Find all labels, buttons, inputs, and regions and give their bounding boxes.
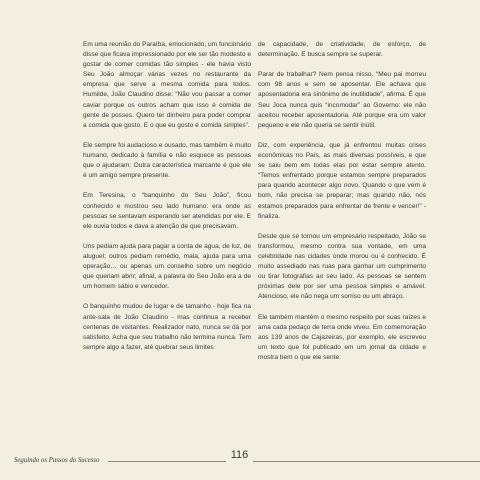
paragraph: Parar de trabalhar? Nem pensa nisso. “Meu pai morreu com 98 anos e sem se aposentar. Ele achava que aposentadoria era sinônimo de inutilidade”, afirma. É que Seu Joca nunca quis “incomodar” ao Governo: ele não aceitou receber aposentadoria. Até porque era um valor pequeno e ele não queria se sentir inútil. bbox=[258, 71, 426, 129]
paragraph: Uns pediam ajuda para pagar a conta de água, de luz, de aluguel; outros pediam remédio, mala, ajuda para uma operação… ou apenas um conselho sobre um negócio que queriam abrir; afinal, a palavra do Seu João era a de um homem sábio e vencedor. bbox=[83, 242, 251, 291]
paragraph: Desde que se tornou um empresário respeitado, João se transformou, mesmo contra sua vontade, em uma celebridade nas cidades onde morou ou é conhecido. É muito assediado nas ruas para ganhar um cumprimento ou tirar fotografias ao seu lado. As pessoas se sentem próximas dele por ser uma pessoa simples e amável. Atencioso, ele não nega um sorriso ou um abraço. bbox=[258, 232, 426, 301]
paragraph: O banquinho mudou de lugar e de tamanho - hoje fica na ante-sala de João Claudino - mas continua a receber centenas de visitantes. Realizador nato, nunca se dá por satisfeito. Acha que seu trabalho não termina nunca. Tem sempre algo a fazer, até quebrar seus limites bbox=[83, 303, 251, 351]
left-text-column bbox=[83, 40, 251, 363]
paragraph: Ele sempre foi audacioso e ousado, mas também é muito humano, dedicado à família e não esquece as pessoas que o ajudaram. Outra característica marcante é que ele é um amigo sempre presente. bbox=[83, 141, 251, 180]
paragraph: Ele também mantém o mesmo respeito por suas raízes e ama cada pedaço de terra onde viveu. Em comemoração aos 139 anos de Cajazeiras, por exemplo, ele escreveu um texto que foi publicado em um jornal da cidade e mostra bem o que ele sente: bbox=[258, 313, 426, 361]
paragraph: de capacidade, de criatividade, de esforço, de determinação. E busca sempre se superar. bbox=[258, 41, 426, 59]
paragraph: Diz, com experiência, que já enfrentou muitas crises econômicas no País, as mais diversas possíveis, e que se saiu bem em todas elas por estar sempre atento. “Temos enfrentado porque estamos sempre preparados para quando acontecer algo novo. Quando o que vem é bom, não precisa se preparar; mas quando não, nós estamos preparados para enfrentar de frente e vencer!” - finaliza. bbox=[258, 141, 426, 220]
footer-rule-right bbox=[253, 461, 480, 462]
paragraph: Em Teresina, o “banquinho do Seu João”, ficou conhecido e mostrou seu lado humano: era onde as pessoas se sentavam esperando ser atendidas por ele. E ele ouvia todos e dava a atenção de que precisavam. bbox=[83, 192, 251, 230]
paragraph: Em uma reunião do Paraíba, emocionado, um funcionário disse que ficava impressionado por ele ser tão modesto e gostar de comer comidas tão simples - ele havia visto Seu João almoçar várias vezes no restaurante da empresa que serve a mesma comida para todos. Humilde, João Claudino disse: “Não vou passar a comer caviar porque os outros acham que isso é comida de gente de posses. Quero ter dinheiro para poder comprar a comida que gosto. E o que eu gosto é comida simples”. bbox=[83, 41, 251, 129]
page-number: 116 bbox=[230, 449, 249, 461]
right-text-column bbox=[258, 40, 426, 373]
footer-book-title: Seguindo os Passos do Sucesso bbox=[14, 457, 100, 464]
footer-rule-left bbox=[108, 461, 226, 462]
